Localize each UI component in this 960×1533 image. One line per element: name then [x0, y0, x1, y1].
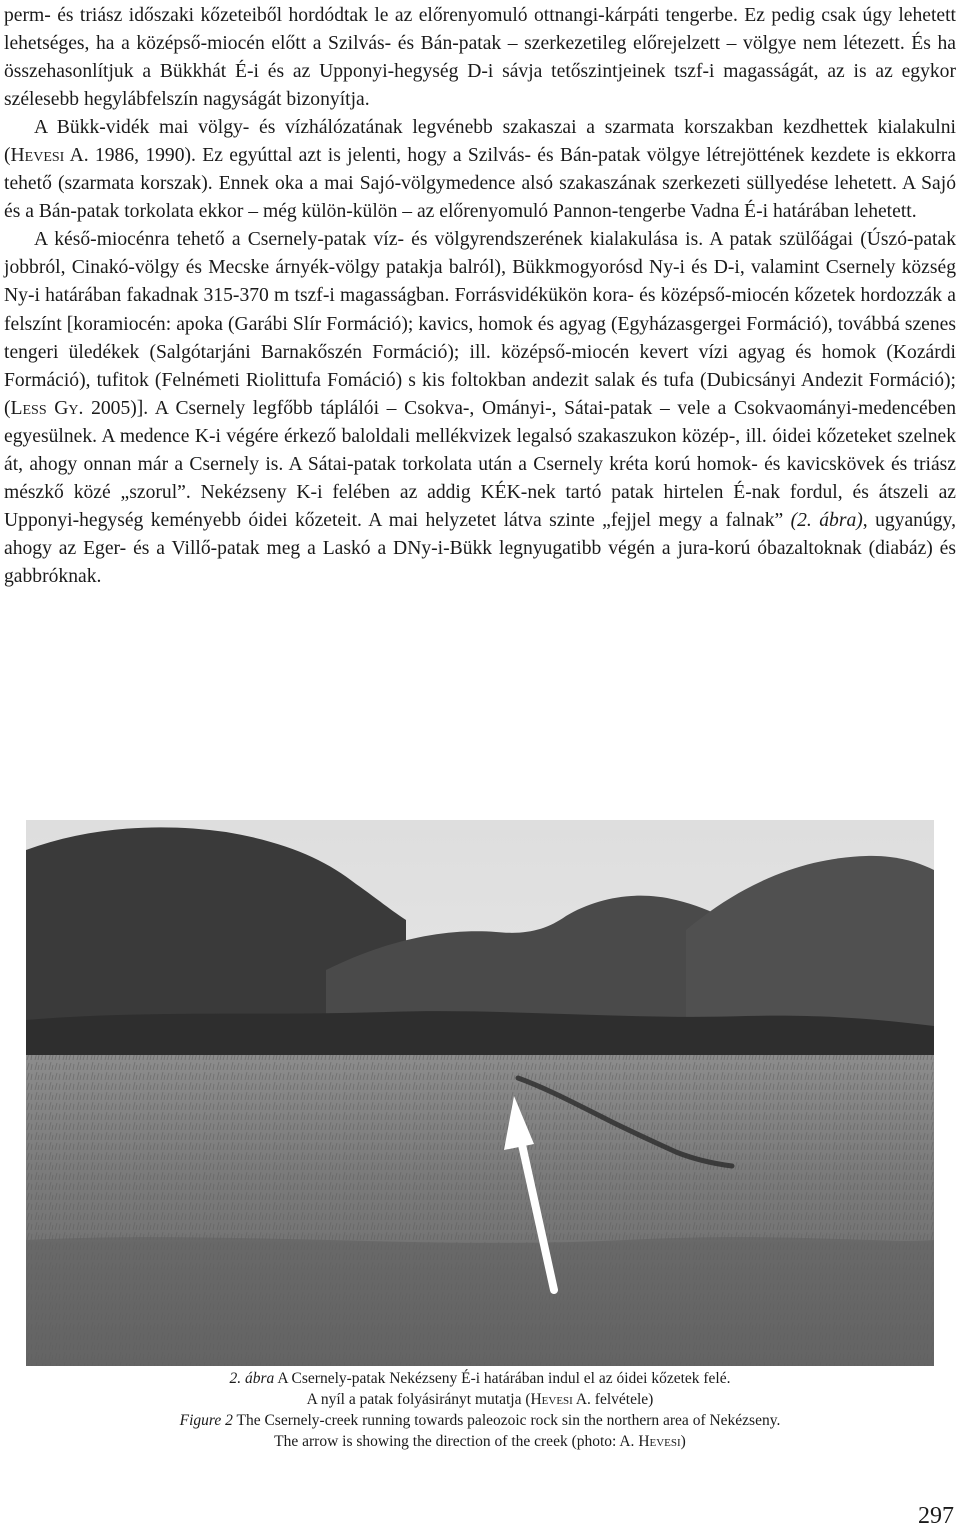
text-run: A. 1986, 1990). Ez egyúttal azt is jelenti, hogy a Szilvás- és Bán-patak völgye létrejöttének kezdete is ekkorra tehető (szarmata korszak). Ennek oka a mai Sajó-völgymedence alsó szakaszának szerkezeti süllyedése lehetett. A Sajó és a Bán-patak torkolata ekkor – még külön-külön – az előrenyomuló Pannon-tengerbe Vadna É-i határában lehetett. — [4, 145, 956, 223]
paragraph — [4, 226, 956, 591]
foreground-grass — [26, 1237, 934, 1366]
text-run: . 2005)]. A Csernely legfőbb táplálói – Csokva-, Ományi-, Sátai-patak – vele a Csokvaományi-medencében egyesülnek. A medence K-i végére érkező baloldali mellékvizek legalsó szakaszukon közép-, ill. óidei kőzeteket szelnek át, ahogy onnan már a Csernely is. A Sátai-patak torkolata után a Csernely kréta korú homok- és kavicskövek és triász mészkő közé „szorul”. Nekézseny K-i felében az addig KÉK-nek tartó patak hirtelen É-nak fordul, és átszeli az Upponyi-hegység keményebb óidei kőzeteit. A mai helyzetet látva szinte „fejjel megy a falnak” — [4, 397, 956, 531]
text-run: A Csernely-patak Nekézseny É-i határában indul el az óidei kőzetek felé. — [274, 1370, 731, 1387]
text-run: A Bükk-vidék mai völgy- és vízhálózatának legvénebb szakaszai a szarmata korszakban kezdhettek kialakulni ( — [4, 117, 956, 167]
author-name: Hevesi — [10, 145, 65, 167]
body-text — [4, 2, 956, 591]
author-name: Less Gy — [10, 397, 79, 419]
text-run: The arrow is showing the direction of the creek (photo: A. — [274, 1433, 639, 1450]
text-run: ) — [680, 1433, 686, 1450]
paragraph — [4, 114, 956, 226]
text-run: The Csernely-creek running towards paleozoic rock sin the northern area of Nekézseny. — [232, 1412, 781, 1429]
text-run: A nyíl a patak folyásirányt mutatja ( — [306, 1391, 531, 1408]
italic-text: Figure 2 — [179, 1412, 233, 1429]
author-name: Hevesi — [530, 1391, 573, 1408]
figure-caption — [30, 1368, 930, 1452]
caption-en-line-2 — [30, 1431, 930, 1452]
italic-text: 2. ábra — [229, 1370, 275, 1387]
caption-hu-line-1 — [30, 1368, 930, 1389]
paragraph — [4, 2, 956, 114]
text-run: A késő-miocénra tehető a Csernely-patak víz- és völgyrendszerének kialakulása is. A patak szülőágai (Úszó-patak jobbról, Cinakó-völgy és Mecske árnyék-völgy patakja balról), Bükkmogyorósd Ny-i és D-i, valamint Csernely község Ny-i határában fakadnak 315-370 m tszf-i magasságban. Forrásvidékükön kora- és középső-miocén kőzetek hordozzák a felszínt [koramiocén: apoka (Garábi Slír Formáció); kavics, homok és agyag (Egyházasgergei Formáció), továbbá szenes tengeri üledékek (Salgótarjáni Barnakőszén Formáció); ill. középső-miocén kevert vízi agyag és homok (Kozárdi Formáció), tufitok (Felnémeti Riolittufa Fomáció) s kis foltokban andezit salak és tufa (Dubicsányi Andezit Formáció); ( — [4, 229, 956, 419]
text-run: perm- és triász időszaki kőzeteiből hordódtak le az előrenyomuló ottnangi-kárpáti tengerbe. Ez pedig csak úgy lehetett lehetséges, ha a középső-miocén előtt a Szilvás- és Bán-patak – szerkezetileg előrejelzett – völgye nem létezett. És ha összehasonlítjuk a Bükkhát É-i és az Upponyi-hegység D-i sávja tetőszintjeinek tszf-i magasságát, az is az egykor szélesebb hegylábfelszín nagyságát bizonyítja. — [4, 5, 956, 111]
text-run: , ugyanúgy, ahogy az Eger- és a Villő-patak meg a Laskó a DNy-i-Bükk legnyugatibb végén a jura-korú óbazaltoknak (diabáz) és gabbróknak. — [4, 509, 956, 587]
caption-hu-line-2 — [30, 1389, 930, 1410]
page-number: 297 — [918, 1503, 954, 1529]
text-run: A. felvétele) — [572, 1391, 654, 1408]
caption-en-line-1 — [30, 1410, 930, 1431]
author-name: Hevesi — [638, 1433, 681, 1450]
italic-text: (2. ábra) — [790, 509, 863, 531]
figure-photo — [26, 820, 934, 1366]
